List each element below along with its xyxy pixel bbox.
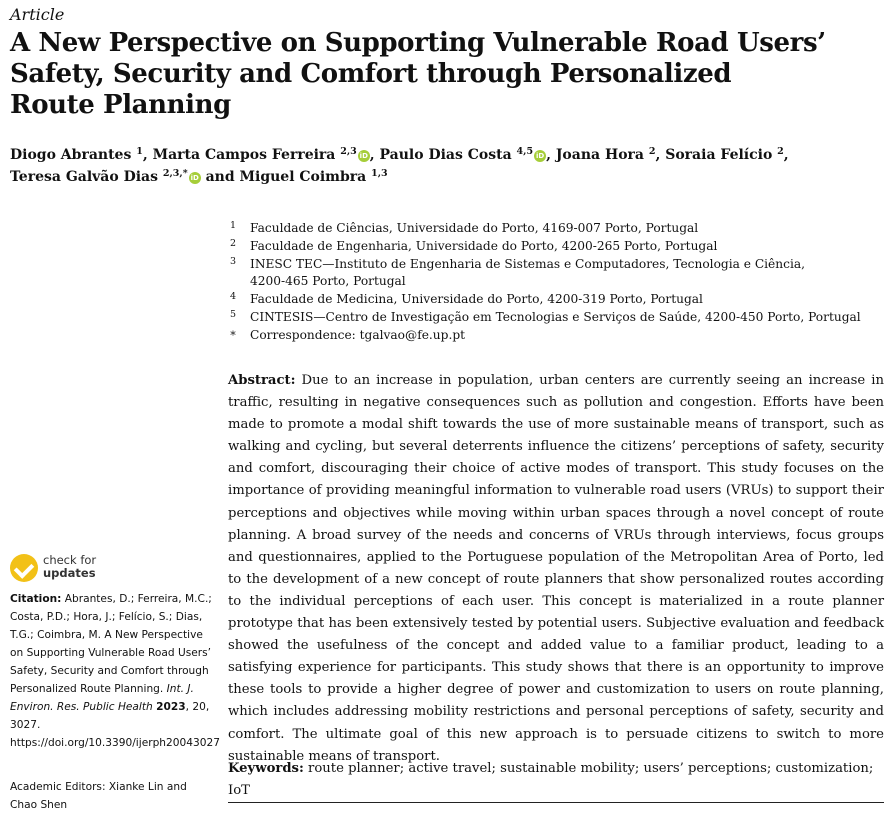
affiliation-item	[226, 220, 886, 238]
affiliation-list	[226, 220, 886, 345]
keywords-label: Keywords:	[228, 761, 304, 776]
paper-title	[10, 28, 870, 121]
author-name[interactable]: Joana Hora	[555, 147, 644, 163]
academic-editors: Academic Editors: Xianke Lin and Chao Shen	[10, 781, 187, 811]
affiliation-text: Faculdade de Engenharia, Universidade do Porto, 4200-265 Porto, Portugal	[250, 238, 718, 253]
check-icon	[10, 554, 38, 582]
affiliation-item	[226, 291, 886, 309]
affiliation-number: 5	[229, 308, 237, 320]
author-affil-sup: 2	[777, 146, 784, 157]
affiliation-number: 3	[229, 255, 237, 267]
abstract	[228, 370, 884, 768]
affiliation-text: Faculdade de Medicina, Universidade do Porto, 4200-319 Porto, Portugal	[250, 292, 703, 307]
affiliation-item	[226, 256, 886, 292]
affiliation-item	[226, 309, 886, 327]
orcid-icon[interactable]: iD	[190, 174, 199, 182]
citation-label: Citation:	[10, 593, 62, 605]
abstract-text: Due to an increase in population, urban centers are currently seeing an increase in traffic, resulting in negative consequences such as pollution and congestion. Efforts have been made to promote a modal shift towards the use of more sustainable means of transport, such as walking and cycling, but several deterrents influence the citizens’ perceptions of safety, security and comfort, discouraging their choice of active modes of transport. This study focuses on the importance of providing meaningful information to vulnerable road users (VRUs) to support their perceptions and objectives while moving within urban spaces through a novel concept of route planning. A broad survey of the needs and concerns of VRUs through interviews, focus groups and questionnaires, applied to the Portuguese population of the Metropolitan Area of Porto, led to the development of a new concept of route planners that show personalized routes according to the individual perceptions of each user. This concept is materialized in a route planner prototype that has been extensively tested by potential users. Subjective evaluation and feedback showed the usefulness of the concept and added value to a familiar product, leading to a satisfying experience for participants. This study shows that there is an opportunity to improve these tools to provide a higher degree of power and customization to users on route planning, which includes addressing mobility restrictions and personal perceptions of safety, security and comfort. The ultimate goal of this new approach is to persuade citizens to switch to more sustainable means of transport.	[228, 373, 884, 764]
affiliation-text: INESC TEC—Instituto de Engenharia de Sistemas e Computadores, Tecnologia e Ciência,	[250, 256, 805, 271]
citation-block	[10, 590, 220, 752]
author-name[interactable]: Diogo Abrantes	[10, 147, 132, 163]
orcid-icon[interactable]: iD	[359, 152, 368, 160]
keywords	[228, 758, 888, 802]
author-affil-sup: 2	[648, 146, 656, 157]
title-line: Route Planning	[10, 90, 231, 120]
affiliation-item	[226, 238, 886, 256]
correspondence-item	[226, 327, 886, 345]
author-list: Diogo Abrantes $^1$, Marta Campos Ferreira $^{2,3}$ iD , Paulo Dias Costa $^{4,5}$ iD , Joana Hora $^2$, Soraia Felício $^2$, Teresa Galvão Dias $^{2,3,*}$ iD and Miguel Coimbra $^{1,3}$	[10, 146, 789, 185]
correspondence-marker: *	[230, 328, 236, 342]
keywords-text: route planner; active travel; sustainable mobility; users’ perceptions; customization; IoT	[228, 761, 874, 798]
orcid-icon[interactable]: iD	[535, 152, 545, 160]
check-updates-line2: updates	[43, 566, 96, 580]
citation-journal: Int. J. Environ. Res. Public Health	[10, 683, 194, 713]
article-type-label: Article	[10, 5, 65, 24]
affiliation-number: 4	[229, 291, 237, 303]
author-name[interactable]: Teresa Galvão Dias	[10, 169, 159, 185]
check-updates-line1: check for	[43, 553, 97, 567]
title-line: A New Perspective on Supporting Vulnerable Road Users’	[10, 28, 826, 58]
author-name[interactable]: Soraia Felício	[665, 147, 773, 163]
affiliation-number: 2	[229, 237, 237, 249]
author-affil-sup: 1,3	[371, 168, 388, 179]
citation-year: 2023	[156, 701, 186, 713]
affiliation-number: 1	[229, 220, 237, 231]
author-name[interactable]: Paulo Dias Costa	[379, 147, 512, 163]
affiliation-text: Faculdade de Ciências, Universidade do Porto, 4169-007 Porto, Portugal	[250, 221, 699, 235]
author-affil-sup: 1	[136, 146, 143, 157]
affiliation-text-continued: 4200-465 Porto, Portugal	[250, 274, 406, 289]
author-affil-sup: 2,3	[340, 146, 357, 157]
author-name[interactable]: Miguel Coimbra	[239, 169, 367, 185]
affiliation-text: CINTESIS—Centro de Investigação em Tecnologias e Serviços de Saúde, 4200-450 Porto, Portugal	[250, 309, 861, 324]
author-affil-sup: 2,3,*	[162, 168, 188, 179]
check-for-updates-badge[interactable]	[10, 552, 120, 586]
author-affil-sup: 4,5	[516, 146, 534, 157]
author-name[interactable]: Marta Campos Ferreira	[152, 147, 336, 163]
title-line: Safety, Security and Comfort through Personalized	[10, 59, 732, 89]
section-divider	[228, 802, 884, 803]
abstract-label: Abstract:	[228, 373, 296, 388]
correspondence-text[interactable]: Correspondence: tgalvao@fe.up.pt	[250, 327, 466, 342]
citation-text: Abrantes, D.; Ferreira, M.C.; Costa, P.D.; Hora, J.; Felício, S.; Dias, T.G.; Coimbra, M. A New Perspective on Supporting Vulnerable Road Users’ Safety, Security and Comfort through Personalized Route Planning.	[10, 593, 212, 695]
citation-rest[interactable]: , 20, 3027. https://doi.org/10.3390/ijerph20043027	[10, 701, 220, 749]
